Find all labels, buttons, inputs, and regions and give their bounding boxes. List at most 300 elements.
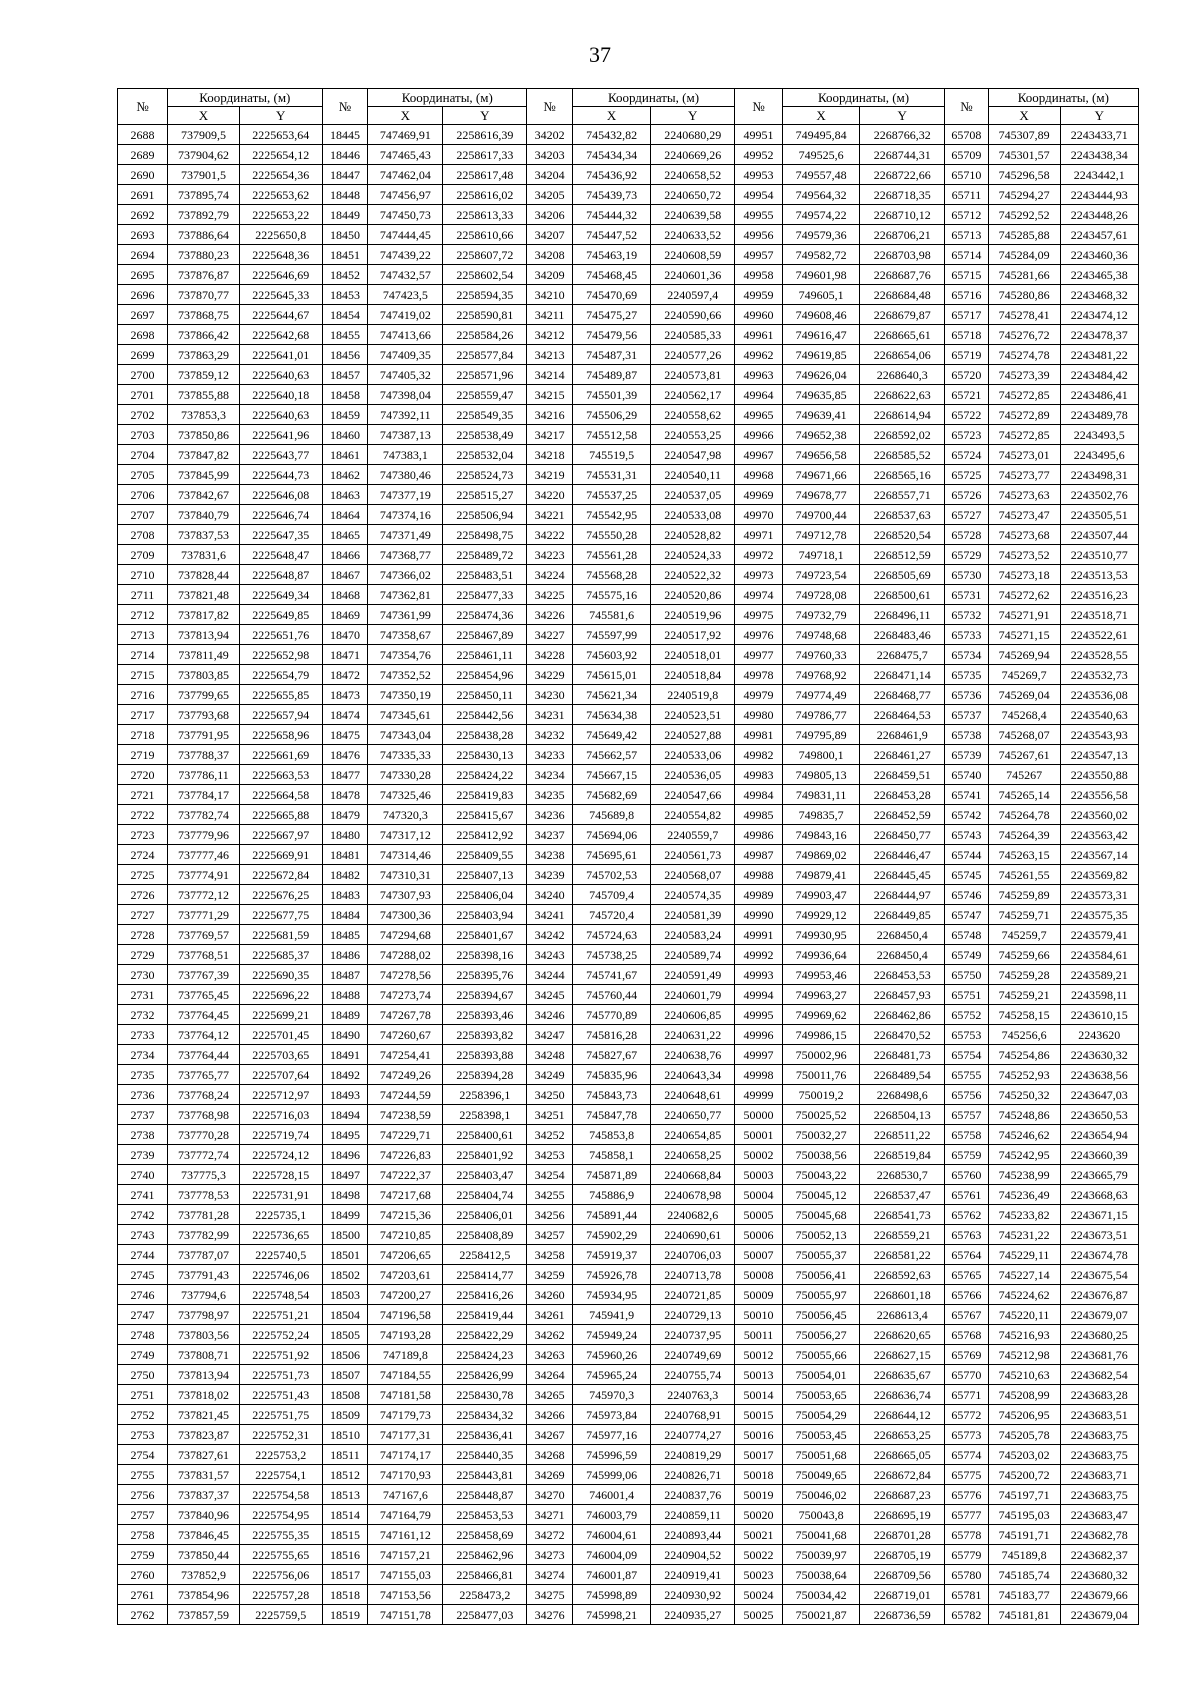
table-row (118, 1165, 1139, 1185)
y-coordinate: 2243543,93 (1060, 725, 1138, 745)
y-coordinate: 2243460,36 (1060, 245, 1138, 265)
x-coordinate: 745827,67 (572, 1045, 650, 1065)
y-coordinate: 2240713,78 (651, 1265, 735, 1285)
y-coordinate: 2225751,21 (239, 1305, 322, 1325)
y-coordinate: 2225696,22 (239, 985, 322, 1005)
x-coordinate: 750043,8 (782, 1505, 859, 1525)
y-coordinate: 2225736,65 (239, 1225, 322, 1245)
x-coordinate: 750045,68 (782, 1205, 859, 1225)
y-coordinate: 2225748,54 (239, 1285, 322, 1305)
point-number: 49985 (735, 805, 783, 825)
y-coordinate: 2225661,69 (239, 745, 322, 765)
x-coordinate: 747151,78 (368, 1605, 443, 1625)
point-number: 34249 (527, 1065, 573, 1085)
x-coordinate: 737765,77 (168, 1065, 240, 1085)
y-coordinate: 2225752,24 (239, 1325, 322, 1345)
point-number: 49977 (735, 645, 783, 665)
y-coordinate: 2268706,21 (860, 225, 945, 245)
point-number: 34258 (527, 1245, 573, 1265)
x-coordinate: 745278,41 (988, 305, 1060, 325)
point-number: 49980 (735, 705, 783, 725)
y-coordinate: 2240737,95 (651, 1325, 735, 1345)
y-coordinate: 2240650,77 (651, 1105, 735, 1125)
x-coordinate: 747392,11 (368, 405, 443, 425)
point-number: 49971 (735, 525, 783, 545)
y-coordinate: 2268464,53 (860, 705, 945, 725)
x-coordinate: 750019,2 (782, 1085, 859, 1105)
point-number: 65738 (945, 725, 989, 745)
point-number: 2700 (118, 365, 168, 385)
y-coordinate: 2258489,72 (443, 545, 527, 565)
x-coordinate: 745853,8 (572, 1125, 650, 1145)
x-coordinate: 745738,25 (572, 945, 650, 965)
y-coordinate: 2268498,6 (860, 1085, 945, 1105)
y-coordinate: 2243516,23 (1060, 585, 1138, 605)
x-coordinate: 750053,65 (782, 1385, 859, 1405)
point-number: 2745 (118, 1265, 168, 1285)
y-coordinate: 2240583,24 (651, 925, 735, 945)
point-number: 49957 (735, 245, 783, 265)
x-coordinate: 747196,58 (368, 1305, 443, 1325)
point-number: 18499 (322, 1205, 368, 1225)
x-coordinate: 737784,17 (168, 785, 240, 805)
y-coordinate: 2243675,54 (1060, 1265, 1138, 1285)
x-coordinate: 745475,27 (572, 305, 650, 325)
point-number: 50023 (735, 1565, 783, 1585)
x-coordinate: 749732,79 (782, 605, 859, 625)
y-coordinate: 2225712,97 (239, 1085, 322, 1105)
y-coordinate: 2268585,52 (860, 445, 945, 465)
y-coordinate: 2268710,12 (860, 205, 945, 225)
y-coordinate: 2243468,32 (1060, 285, 1138, 305)
y-coordinate: 2258394,67 (443, 985, 527, 1005)
x-coordinate: 749903,47 (782, 885, 859, 905)
x-coordinate: 745271,15 (988, 625, 1060, 645)
point-number: 18508 (322, 1385, 368, 1405)
point-number: 2739 (118, 1145, 168, 1165)
table-row (118, 1265, 1139, 1285)
x-coordinate: 749718,1 (782, 545, 859, 565)
y-coordinate: 2258458,69 (443, 1525, 527, 1545)
y-coordinate: 2268537,47 (860, 1185, 945, 1205)
point-number: 2688 (118, 125, 168, 145)
x-coordinate: 750043,22 (782, 1165, 859, 1185)
point-number: 18482 (322, 865, 368, 885)
x-coordinate: 745550,28 (572, 525, 650, 545)
point-number: 2762 (118, 1605, 168, 1625)
y-coordinate: 2240729,13 (651, 1305, 735, 1325)
point-number: 18463 (322, 485, 368, 505)
y-coordinate: 2268640,3 (860, 365, 945, 385)
x-coordinate: 737892,79 (168, 205, 240, 225)
table-row (118, 505, 1139, 525)
point-number: 49978 (735, 665, 783, 685)
point-number: 50002 (735, 1145, 783, 1165)
y-coordinate: 2225644,67 (239, 305, 322, 325)
x-coordinate: 749786,77 (782, 705, 859, 725)
y-coordinate: 2268736,59 (860, 1605, 945, 1625)
x-coordinate: 749652,38 (782, 425, 859, 445)
point-number: 2696 (118, 285, 168, 305)
point-number: 49984 (735, 785, 783, 805)
y-coordinate: 2225647,35 (239, 525, 322, 545)
y-coordinate: 2258424,22 (443, 765, 527, 785)
y-coordinate: 2240574,35 (651, 885, 735, 905)
table-row (118, 205, 1139, 225)
point-number: 34276 (527, 1605, 573, 1625)
y-coordinate: 2258403,94 (443, 905, 527, 925)
y-coordinate: 2258506,94 (443, 505, 527, 525)
table-row (118, 225, 1139, 245)
y-coordinate: 2258477,03 (443, 1605, 527, 1625)
table-row (118, 1365, 1139, 1385)
x-coordinate: 747405,32 (368, 365, 443, 385)
x-coordinate: 745512,58 (572, 425, 650, 445)
x-coordinate: 750038,64 (782, 1565, 859, 1585)
table-row (118, 1125, 1139, 1145)
y-coordinate: 2240597,4 (651, 285, 735, 305)
point-number: 2755 (118, 1465, 168, 1485)
table-row (118, 1145, 1139, 1165)
y-coordinate: 2268592,63 (860, 1265, 945, 1285)
table-row (118, 1425, 1139, 1445)
point-number: 49987 (735, 845, 783, 865)
x-coordinate: 747164,79 (368, 1505, 443, 1525)
y-coordinate: 2240654,85 (651, 1125, 735, 1145)
y-coordinate: 2258426,99 (443, 1365, 527, 1385)
x-coordinate: 747217,68 (368, 1185, 443, 1205)
y-coordinate: 2240528,82 (651, 525, 735, 545)
point-number: 50010 (735, 1305, 783, 1325)
y-coordinate: 2225646,69 (239, 265, 322, 285)
y-coordinate: 2240639,58 (651, 205, 735, 225)
y-coordinate: 2225650,8 (239, 225, 322, 245)
y-coordinate: 2258430,78 (443, 1385, 527, 1405)
x-coordinate: 745506,29 (572, 405, 650, 425)
table-row (118, 845, 1139, 865)
x-coordinate: 749579,36 (782, 225, 859, 245)
x-coordinate: 737870,77 (168, 285, 240, 305)
point-number: 49954 (735, 185, 783, 205)
y-coordinate: 2225753,2 (239, 1445, 322, 1465)
x-coordinate: 747177,31 (368, 1425, 443, 1445)
y-coordinate: 2268684,48 (860, 285, 945, 305)
y-coordinate: 2258549,35 (443, 405, 527, 425)
x-coordinate: 750011,76 (782, 1065, 859, 1085)
point-number: 2740 (118, 1165, 168, 1185)
point-number: 65771 (945, 1385, 989, 1405)
x-coordinate: 745203,02 (988, 1445, 1060, 1465)
x-coordinate: 737787,07 (168, 1245, 240, 1265)
y-coordinate: 2243584,61 (1060, 945, 1138, 965)
y-coordinate: 2268475,7 (860, 645, 945, 665)
x-coordinate: 737831,57 (168, 1465, 240, 1485)
point-number: 34252 (527, 1125, 573, 1145)
point-number: 2705 (118, 465, 168, 485)
y-coordinate: 2268665,61 (860, 325, 945, 345)
table-row (118, 1245, 1139, 1265)
point-number: 65723 (945, 425, 989, 445)
y-coordinate: 2243671,15 (1060, 1205, 1138, 1225)
table-row (118, 1385, 1139, 1405)
y-coordinate: 2268679,87 (860, 305, 945, 325)
table-row (118, 385, 1139, 405)
y-coordinate: 2225754,95 (239, 1505, 322, 1525)
point-number: 34247 (527, 1025, 573, 1045)
point-number: 18505 (322, 1325, 368, 1345)
x-coordinate: 745259,21 (988, 985, 1060, 1005)
y-coordinate: 2258577,84 (443, 345, 527, 365)
x-coordinate: 749671,66 (782, 465, 859, 485)
point-number: 65749 (945, 945, 989, 965)
x-coordinate: 745229,11 (988, 1245, 1060, 1265)
point-number: 34256 (527, 1205, 573, 1225)
point-number: 18503 (322, 1285, 368, 1305)
y-coordinate: 2268450,77 (860, 825, 945, 845)
point-number: 65719 (945, 345, 989, 365)
y-coordinate: 2225731,91 (239, 1185, 322, 1205)
x-coordinate: 747358,67 (368, 625, 443, 645)
y-coordinate: 2268722,66 (860, 165, 945, 185)
point-number: 2693 (118, 225, 168, 245)
point-number: 65768 (945, 1325, 989, 1345)
y-coordinate: 2240706,03 (651, 1245, 735, 1265)
x-coordinate: 749936,64 (782, 945, 859, 965)
y-coordinate: 2225646,08 (239, 485, 322, 505)
x-coordinate: 745667,15 (572, 765, 650, 785)
x-coordinate: 745949,24 (572, 1325, 650, 1345)
point-number: 2702 (118, 405, 168, 425)
point-number: 65780 (945, 1565, 989, 1585)
point-number: 2726 (118, 885, 168, 905)
point-number: 18502 (322, 1265, 368, 1285)
y-coordinate: 2243528,55 (1060, 645, 1138, 665)
point-number: 2737 (118, 1105, 168, 1125)
point-number: 2750 (118, 1365, 168, 1385)
x-coordinate: 737799,65 (168, 685, 240, 705)
x-coordinate: 737821,48 (168, 585, 240, 605)
x-coordinate: 747170,93 (368, 1465, 443, 1485)
table-row (118, 905, 1139, 925)
x-coordinate: 737850,44 (168, 1545, 240, 1565)
x-coordinate: 737823,87 (168, 1425, 240, 1445)
point-number: 18479 (322, 805, 368, 825)
x-coordinate: 745273,01 (988, 445, 1060, 465)
x-coordinate: 745603,92 (572, 645, 650, 665)
point-number: 18480 (322, 825, 368, 845)
x-coordinate: 745597,99 (572, 625, 650, 645)
x-coordinate: 747226,83 (368, 1145, 443, 1165)
x-coordinate: 745231,22 (988, 1225, 1060, 1245)
x-coordinate: 747249,26 (368, 1065, 443, 1085)
y-coordinate: 2268665,05 (860, 1445, 945, 1465)
y-coordinate: 2258466,81 (443, 1565, 527, 1585)
table-row (118, 885, 1139, 905)
x-coordinate: 750046,02 (782, 1485, 859, 1505)
x-coordinate: 745254,86 (988, 1045, 1060, 1065)
y-coordinate: 2240919,41 (651, 1565, 735, 1585)
num-header: № (735, 89, 783, 125)
y-coordinate: 2240527,88 (651, 725, 735, 745)
table-row (118, 965, 1139, 985)
table-row (118, 165, 1139, 185)
y-coordinate: 2268613,4 (860, 1305, 945, 1325)
table-row (118, 1305, 1139, 1325)
y-coordinate: 2268701,28 (860, 1525, 945, 1545)
x-coordinate: 749800,1 (782, 745, 859, 765)
x-coordinate: 745181,81 (988, 1605, 1060, 1625)
x-coordinate: 737777,46 (168, 845, 240, 865)
point-number: 34251 (527, 1105, 573, 1125)
point-number: 65709 (945, 145, 989, 165)
point-number: 34226 (527, 605, 573, 625)
y-coordinate: 2268453,53 (860, 965, 945, 985)
y-coordinate: 2268462,86 (860, 1005, 945, 1025)
x-coordinate: 747222,37 (368, 1165, 443, 1185)
x-coordinate: 745273,63 (988, 485, 1060, 505)
point-number: 34268 (527, 1445, 573, 1465)
x-coordinate: 749656,58 (782, 445, 859, 465)
point-number: 34267 (527, 1425, 573, 1445)
point-number: 49970 (735, 505, 783, 525)
table-row (118, 365, 1139, 385)
y-coordinate: 2268444,97 (860, 885, 945, 905)
x-coordinate: 746001,87 (572, 1565, 650, 1585)
point-number: 2689 (118, 145, 168, 165)
point-number: 34235 (527, 785, 573, 805)
point-number: 18454 (322, 305, 368, 325)
y-coordinate: 2258404,74 (443, 1185, 527, 1205)
y-coordinate: 2258442,56 (443, 705, 527, 725)
point-number: 65720 (945, 365, 989, 385)
point-number: 34232 (527, 725, 573, 745)
y-coordinate: 2258467,89 (443, 625, 527, 645)
point-number: 34224 (527, 565, 573, 585)
table-row (118, 345, 1139, 365)
x-coordinate: 745259,89 (988, 885, 1060, 905)
y-coordinate: 2240680,29 (651, 125, 735, 145)
y-coordinate: 2240577,26 (651, 345, 735, 365)
x-header: X (168, 107, 240, 125)
y-coordinate: 2258438,28 (443, 725, 527, 745)
x-coordinate: 747439,22 (368, 245, 443, 265)
y-coordinate: 2240554,82 (651, 805, 735, 825)
point-number: 2713 (118, 625, 168, 645)
x-coordinate: 745649,42 (572, 725, 650, 745)
y-coordinate: 2258440,35 (443, 1445, 527, 1465)
y-coordinate: 2258422,29 (443, 1325, 527, 1345)
x-coordinate: 745272,85 (988, 425, 1060, 445)
x-coordinate: 750034,42 (782, 1585, 859, 1605)
x-coordinate: 737764,45 (168, 1005, 240, 1025)
x-coordinate: 737811,49 (168, 645, 240, 665)
x-coordinate: 745250,32 (988, 1085, 1060, 1105)
point-number: 34238 (527, 845, 573, 865)
point-number: 18457 (322, 365, 368, 385)
y-coordinate: 2225655,85 (239, 685, 322, 705)
table-row (118, 405, 1139, 425)
point-number: 2724 (118, 845, 168, 865)
y-coordinate: 2258415,67 (443, 805, 527, 825)
point-number: 65710 (945, 165, 989, 185)
y-coordinate: 2243674,78 (1060, 1245, 1138, 1265)
x-coordinate: 737868,75 (168, 305, 240, 325)
table-row (118, 785, 1139, 805)
y-coordinate: 2240678,98 (651, 1185, 735, 1205)
y-coordinate: 2243438,34 (1060, 145, 1138, 165)
y-coordinate: 2268470,52 (860, 1025, 945, 1045)
y-coordinate: 2243682,37 (1060, 1545, 1138, 1565)
x-coordinate: 749678,77 (782, 485, 859, 505)
point-number: 2707 (118, 505, 168, 525)
y-header: Y (1060, 107, 1138, 125)
y-coordinate: 2243465,38 (1060, 265, 1138, 285)
point-number: 65728 (945, 525, 989, 545)
y-coordinate: 2225648,47 (239, 545, 322, 565)
y-coordinate: 2243682,54 (1060, 1365, 1138, 1385)
point-number: 49955 (735, 205, 783, 225)
x-coordinate: 749774,49 (782, 685, 859, 705)
point-number: 2697 (118, 305, 168, 325)
y-coordinate: 2243505,51 (1060, 505, 1138, 525)
point-number: 2718 (118, 725, 168, 745)
point-number: 18448 (322, 185, 368, 205)
point-number: 2690 (118, 165, 168, 185)
point-number: 49952 (735, 145, 783, 165)
y-coordinate: 2243579,41 (1060, 925, 1138, 945)
x-coordinate: 745268,4 (988, 705, 1060, 725)
x-coordinate: 750054,29 (782, 1405, 859, 1425)
y-coordinate: 2243556,58 (1060, 785, 1138, 805)
table-row (118, 1525, 1139, 1545)
x-coordinate: 745238,99 (988, 1165, 1060, 1185)
x-coordinate: 737778,53 (168, 1185, 240, 1205)
x-coordinate: 737769,57 (168, 925, 240, 945)
point-number: 34223 (527, 545, 573, 565)
x-coordinate: 745537,25 (572, 485, 650, 505)
y-coordinate: 2225759,5 (239, 1605, 322, 1625)
x-coordinate: 747383,1 (368, 445, 443, 465)
y-coordinate: 2225707,64 (239, 1065, 322, 1085)
table-row (118, 1485, 1139, 1505)
y-coordinate: 2258616,39 (443, 125, 527, 145)
table-row (118, 305, 1139, 325)
table-row (118, 1105, 1139, 1125)
x-coordinate: 749969,62 (782, 1005, 859, 1025)
x-coordinate: 746004,09 (572, 1545, 650, 1565)
point-number: 65777 (945, 1505, 989, 1525)
point-number: 18455 (322, 325, 368, 345)
point-number: 18511 (322, 1445, 368, 1465)
x-coordinate: 737764,44 (168, 1045, 240, 1065)
y-coordinate: 2243550,88 (1060, 765, 1138, 785)
x-coordinate: 749712,78 (782, 525, 859, 545)
x-coordinate: 737808,71 (168, 1345, 240, 1365)
point-number: 50020 (735, 1505, 783, 1525)
table-row (118, 625, 1139, 645)
x-coordinate: 745268,07 (988, 725, 1060, 745)
y-coordinate: 2240601,79 (651, 985, 735, 1005)
x-coordinate: 746001,4 (572, 1485, 650, 1505)
point-number: 49992 (735, 945, 783, 965)
point-number: 49995 (735, 1005, 783, 1025)
y-coordinate: 2268520,54 (860, 525, 945, 545)
y-coordinate: 2225649,85 (239, 605, 322, 625)
y-coordinate: 2225754,1 (239, 1465, 322, 1485)
y-coordinate: 2268457,93 (860, 985, 945, 1005)
y-coordinate: 2225701,45 (239, 1025, 322, 1045)
table-row (118, 705, 1139, 725)
